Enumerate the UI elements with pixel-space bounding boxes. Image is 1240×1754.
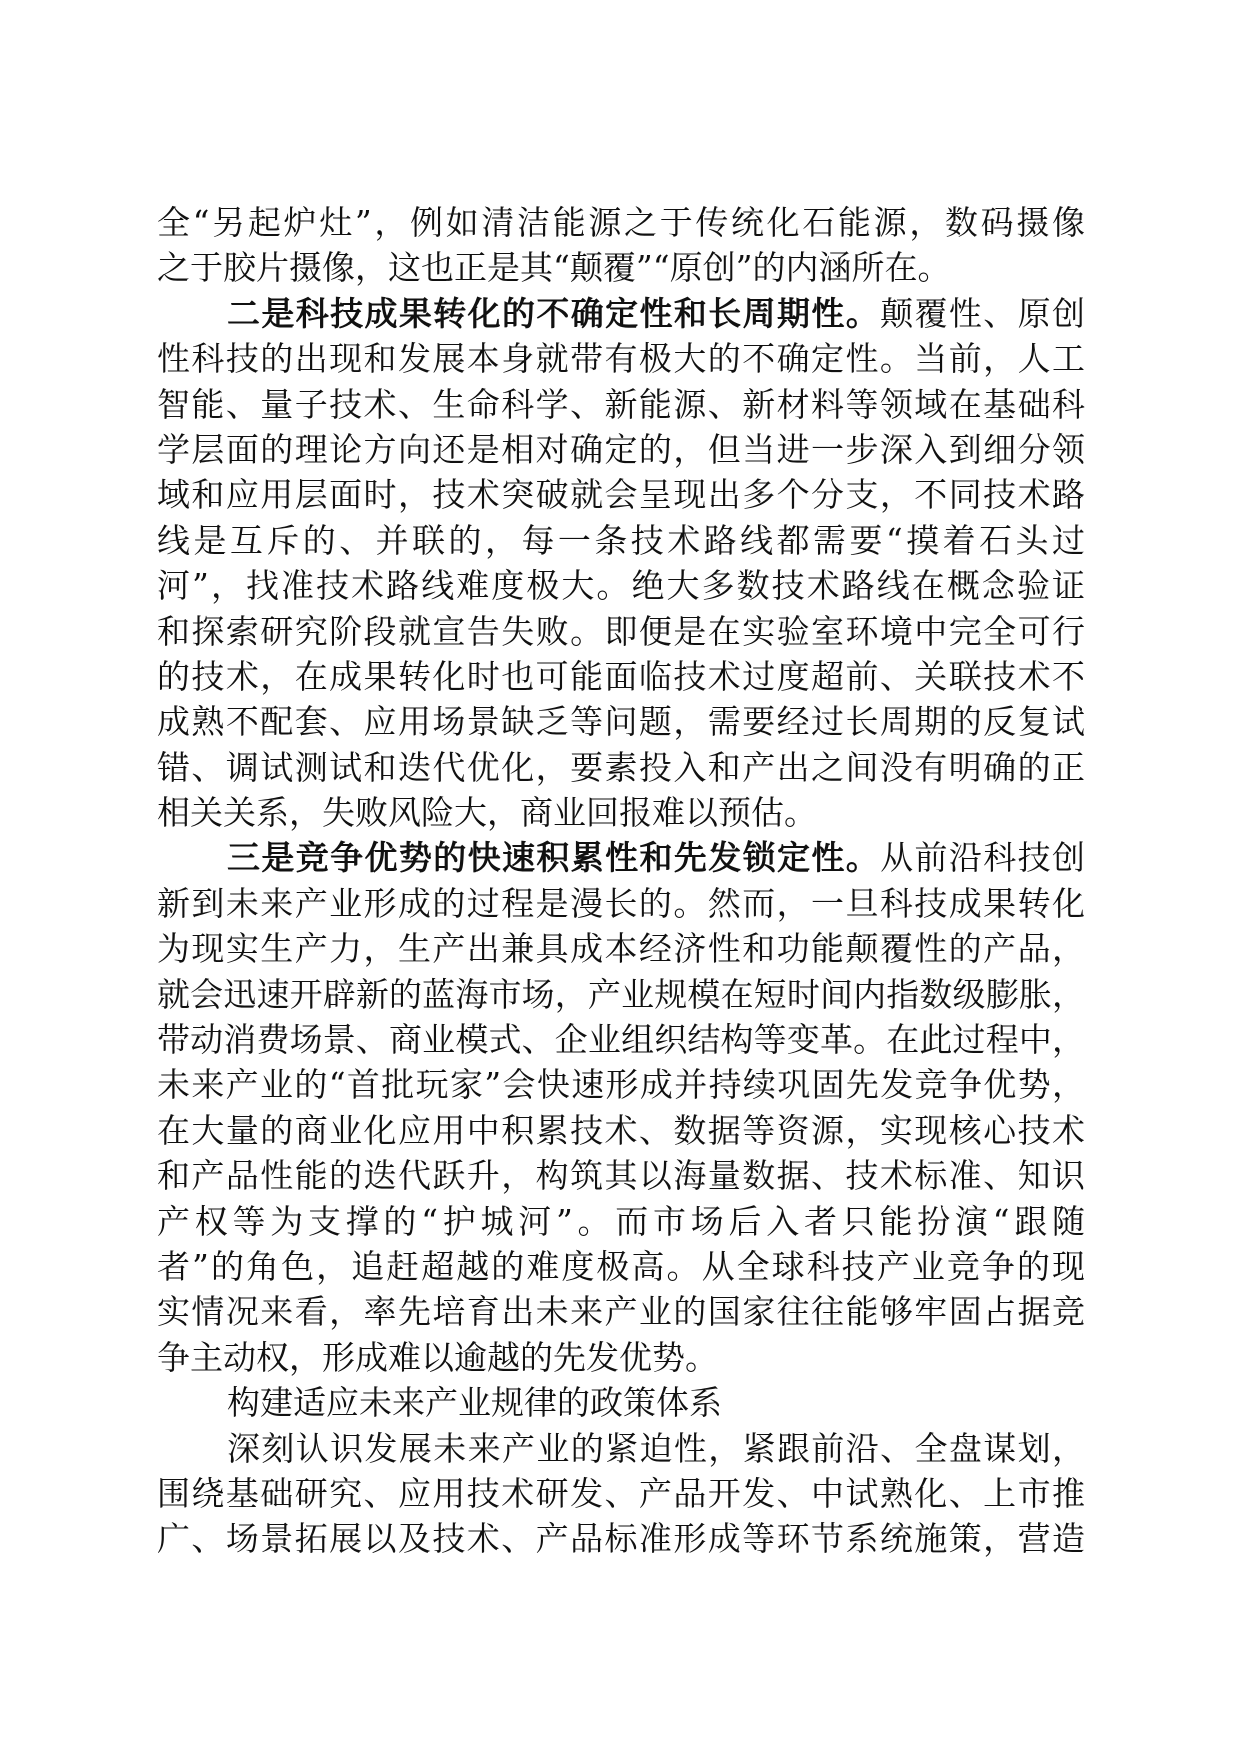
text: 颠覆性、原创 [880,293,1085,333]
document-page [157,200,1085,1562]
text-line: 和产品性能的迭代跃升，构筑其以海量数据、技术标准、知识 [157,1156,1085,1196]
text-line: 之于胶片摄像，这也正是其“颠覆”“原创”的内涵所在。 [157,248,951,288]
text-line: 智能、量子技术、生命科学、新能源、新材料等领域在基础科 [157,384,1085,424]
bold-lead: 二是科技成果转化的不确定性和长周期性。 [227,293,881,333]
text-line: 成熟不配套、应用场景缺乏等问题，需要经过长周期的反复试 [157,702,1085,742]
text-line: 河”，找准技术路线难度极大。绝大多数技术路线在概念验证 [157,566,1085,606]
text-line: 在大量的商业化应用中积累技术、数据等资源，实现核心技术 [157,1110,1085,1150]
text-line: 争主动权，形成难以逾越的先发优势。 [157,1337,718,1377]
text-line: 围绕基础研究、应用技术研发、产品开发、中试熟化、上市推 [157,1473,1085,1513]
text-line: 实情况来看，率先培育出未来产业的国家往往能够牢固占据竞 [157,1292,1085,1332]
text-line: 深刻认识发展未来产业的紧迫性，紧跟前沿、全盘谋划， [227,1428,1085,1468]
text-line: 产权等为支撑的“护城河”。而市场后入者只能扮演“跟随 [157,1201,1085,1241]
text-line: 的技术，在成果转化时也可能面临技术过度超前、关联技术不 [157,656,1085,696]
text-line: 和探索研究阶段就宣告失败。即便是在实验室环境中完全可行 [157,611,1085,651]
text-line: 学层面的理论方向还是相对确定的，但当进一步深入到细分领 [157,429,1085,469]
paragraph-lead-line [157,835,1085,880]
text-line: 线是互斥的、并联的，每一条技术路线都需要“摸着石头过 [157,520,1085,560]
text-line: 为现实生产力，生产出兼具成本经济性和功能颠覆性的产品， [157,929,1085,969]
text-line: 就会迅速开辟新的蓝海市场，产业规模在短时间内指数级膨胀， [157,974,1085,1014]
text-line: 性科技的出现和发展本身就带有极大的不确定性。当前，人工 [157,339,1085,379]
bold-lead: 三是竞争优势的快速积累性和先发锁定性。 [227,838,881,878]
text-line: 带动消费场景、商业模式、企业组织结构等变革。在此过程中， [157,1020,1085,1060]
section-heading: 构建适应未来产业规律的政策体系 [227,1383,722,1423]
text-line: 新到未来产业形成的过程是漫长的。然而，一旦科技成果转化 [157,883,1085,923]
text-line: 错、调试测试和迭代优化，要素投入和产出之间没有明确的正 [157,747,1085,787]
paragraph-lead-line [157,291,1085,336]
text-line: 全“另起炉灶”，例如清洁能源之于传统化石能源，数码摄像 [157,203,1085,242]
text: 从前沿科技创 [880,838,1085,878]
text-line: 者”的角色，追赶超越的难度极高。从全球科技产业竞争的现 [157,1246,1085,1286]
text-line: 域和应用层面时，技术突破就会呈现出多个分支，不同技术路 [157,475,1085,515]
text-line: 广、场景拓展以及技术、产品标准形成等环节系统施策，营造 [157,1519,1085,1559]
text-line: 未来产业的“首批玩家”会快速形成并持续巩固先发竞争优势， [157,1065,1085,1105]
text-line: 相关关系，失败风险大，商业回报难以预估。 [157,793,817,833]
